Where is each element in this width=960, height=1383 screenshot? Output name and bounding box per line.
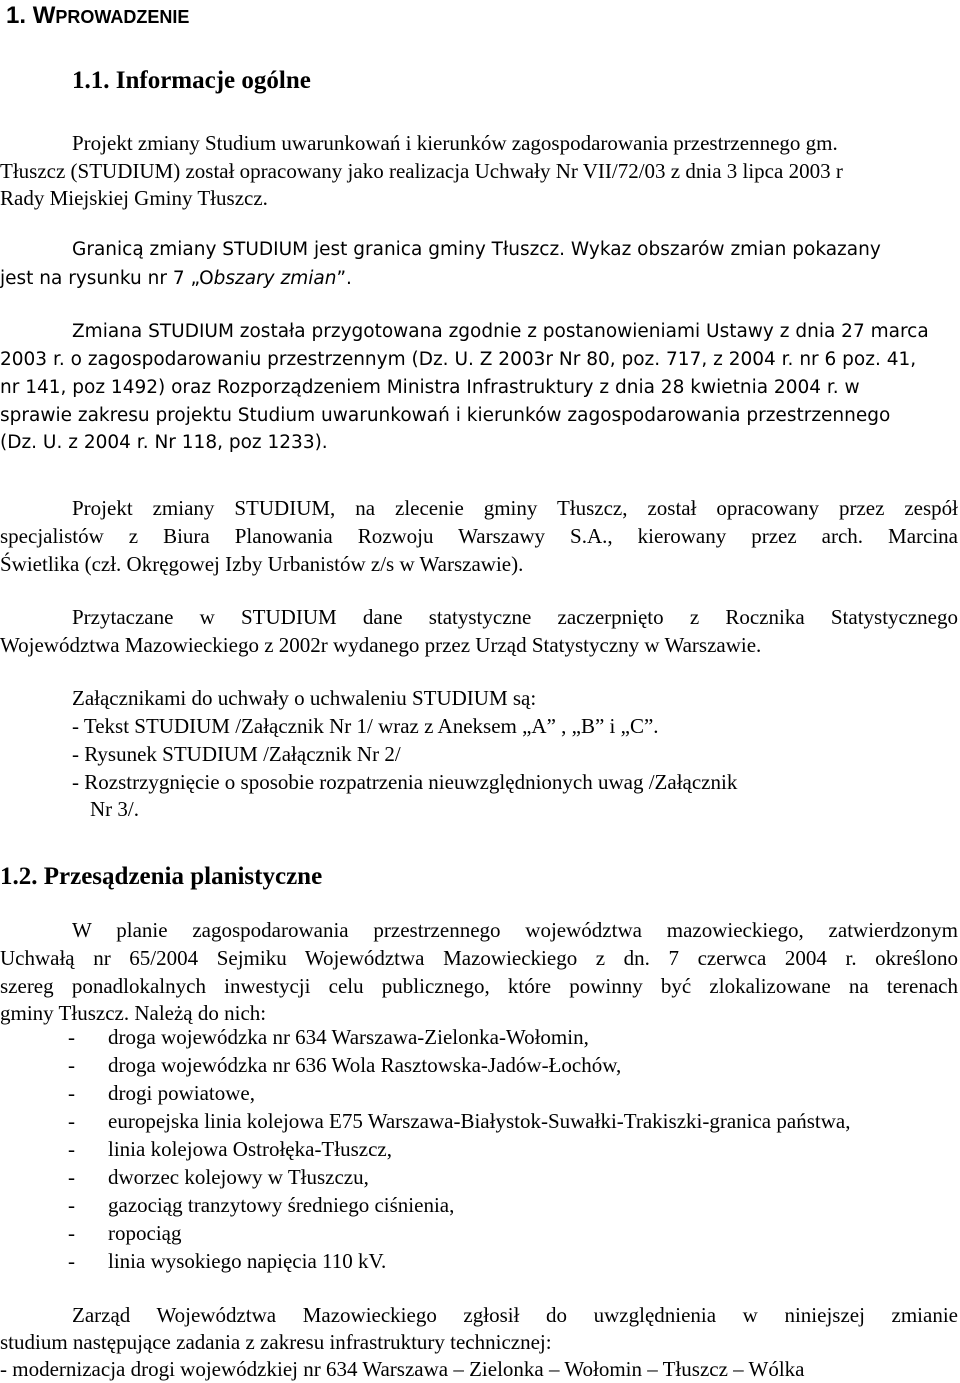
bullet-dash: - — [68, 1249, 75, 1273]
paragraph-line: Uchwałą nr 65/2004 Sejmiku Województwa Mazowieckiego z dn. 7 czerwca 2004 r. określono — [0, 946, 958, 970]
paragraph-line: nr 141, poz 1492) oraz Rozporządzeniem Ministra Infrastruktury z dnia 28 kwietnia 2004 r. w — [0, 377, 860, 398]
bullet-dash: - — [68, 1025, 75, 1049]
paragraph-line: szereg ponadlokalnych inwestycji celu publicznego, które powinny być zlokalizowane na terenach — [0, 974, 958, 998]
paragraph-line: Rady Miejskiej Gminy Tłuszcz. — [0, 186, 268, 210]
attachment-item: - Rysunek STUDIUM /Załącznik Nr 2/ — [72, 742, 401, 766]
paragraph-line: Tłuszcz (STUDIUM) został opracowany jako realizacja Uchwały Nr VII/72/03 z dnia 3 lipca 2003 r — [0, 159, 843, 183]
paragraph-line: Granicą zmiany STUDIUM jest granica gminy Tłuszcz. Wykaz obszarów zmian pokazany — [72, 239, 881, 260]
bullet-dash: - — [68, 1109, 75, 1133]
paragraph-line: studium następujące zadania z zakresu infrastruktury technicznej: — [0, 1330, 552, 1354]
paragraph-line: Zarząd Województwa Mazowieckiego zgłosił do uwzględnienia w niniejszej zmianie — [72, 1303, 958, 1327]
chapter-heading — [6, 2, 189, 30]
paragraph-line: gminy Tłuszcz. Należą do nich: — [0, 1001, 267, 1025]
bullet-dash: - — [68, 1081, 75, 1105]
list-item-text: europejska linia kolejowa E75 Warszawa-Białystok-Suwałki-Trakiszki-granica państwa, — [108, 1109, 851, 1133]
paragraph-line: - modernizacja drogi wojewódzkiej nr 634 Warszawa – Zielonka – Wołomin – Tłuszcz – Wólka — [0, 1357, 805, 1381]
list-item-text: linia wysokiego napięcia 110 kV. — [108, 1249, 387, 1273]
bullet-dash: - — [68, 1221, 75, 1245]
section-1-2-title: 1.2. Przesądzenia planistyczne — [0, 863, 323, 890]
figure-name: bszary zmian — [213, 268, 337, 289]
paragraph-line: specjalistów z Biura Planowania Rozwoju Warszawy S.A., kierowany przez arch. Marcina — [0, 524, 958, 548]
paragraph-line: Projekt zmiany Studium uwarunkowań i kierunków zagospodarowania przestrzennego gm. — [72, 131, 838, 155]
attachment-item-continued: Nr 3/. — [90, 797, 139, 821]
list-item-text: drogi powiatowe, — [108, 1081, 255, 1105]
list-item-text: dworzec kolejowy w Tłuszczu, — [108, 1165, 369, 1189]
attachment-item: - Rozstrzygnięcie o sposobie rozpatrzenia nieuwzględnionych uwag /Załącznik — [72, 770, 738, 794]
chapter-title-rest: PROWADZENIE — [55, 7, 190, 27]
attachments-intro: Załącznikami do uchwały o uchwaleniu STUDIUM są: — [72, 686, 537, 710]
text-run: ”. — [336, 268, 352, 289]
bullet-dash: - — [68, 1193, 75, 1217]
list-item-text: gazociąg tranzytowy średniego ciśnienia, — [108, 1193, 455, 1217]
text-run: jest na rysunku nr 7 „O — [0, 268, 214, 289]
paragraph-line: Świetlika (czł. Okręgowej Izby Urbanistów z/s w Warszawie). — [0, 552, 524, 576]
paragraph-line: sprawie zakresu projektu Studium uwarunkowań i kierunków zagospodarowania przestrzennego — [0, 405, 891, 426]
section-1-1-title: 1.1. Informacje ogólne — [72, 67, 311, 94]
paragraph-line: Przytaczane w STUDIUM dane statystyczne zaczerpnięto z Rocznika Statystycznego — [72, 605, 958, 629]
list-item-text: ropociąg — [108, 1221, 182, 1245]
paragraph-line: Zmiana STUDIUM została przygotowana zgodnie z postanowieniami Ustawy z dnia 27 marca — [72, 321, 929, 342]
bullet-dash: - — [68, 1053, 75, 1077]
bullet-dash: - — [68, 1165, 75, 1189]
list-item-text: droga wojewódzka nr 634 Warszawa-Zielonka-Wołomin, — [108, 1025, 589, 1049]
paragraph-line: Projekt zmiany STUDIUM, na zlecenie gminy Tłuszcz, został opracowany przez zespół — [72, 496, 958, 520]
chapter-number: 1. — [6, 2, 27, 29]
chapter-title-initial: W — [32, 2, 56, 29]
list-item-text: droga wojewódzka nr 636 Wola Rasztowska-Jadów-Łochów, — [108, 1053, 622, 1077]
paragraph-line: W planie zagospodarowania przestrzennego województwa mazowieckiego, zatwierdzonym — [72, 918, 958, 942]
paragraph-line: Województwa Mazowieckiego z 2002r wydanego przez Urząd Statystyczny w Warszawie. — [0, 633, 762, 657]
paragraph-line — [0, 265, 960, 293]
list-item-text: linia kolejowa Ostrołęka-Tłuszcz, — [108, 1137, 392, 1161]
bullet-dash: - — [68, 1137, 75, 1161]
paragraph-line: 2003 r. o zagospodarowaniu przestrzennym (Dz. U. Z 2003r Nr 80, poz. 717, z 2004 r. nr 6 poz. 41, — [0, 349, 917, 370]
attachment-item: - Tekst STUDIUM /Załącznik Nr 1/ wraz z Aneksem „A” , „B” i „C”. — [72, 714, 659, 738]
paragraph-line: (Dz. U. z 2004 r. Nr 118, poz 1233). — [0, 432, 328, 453]
